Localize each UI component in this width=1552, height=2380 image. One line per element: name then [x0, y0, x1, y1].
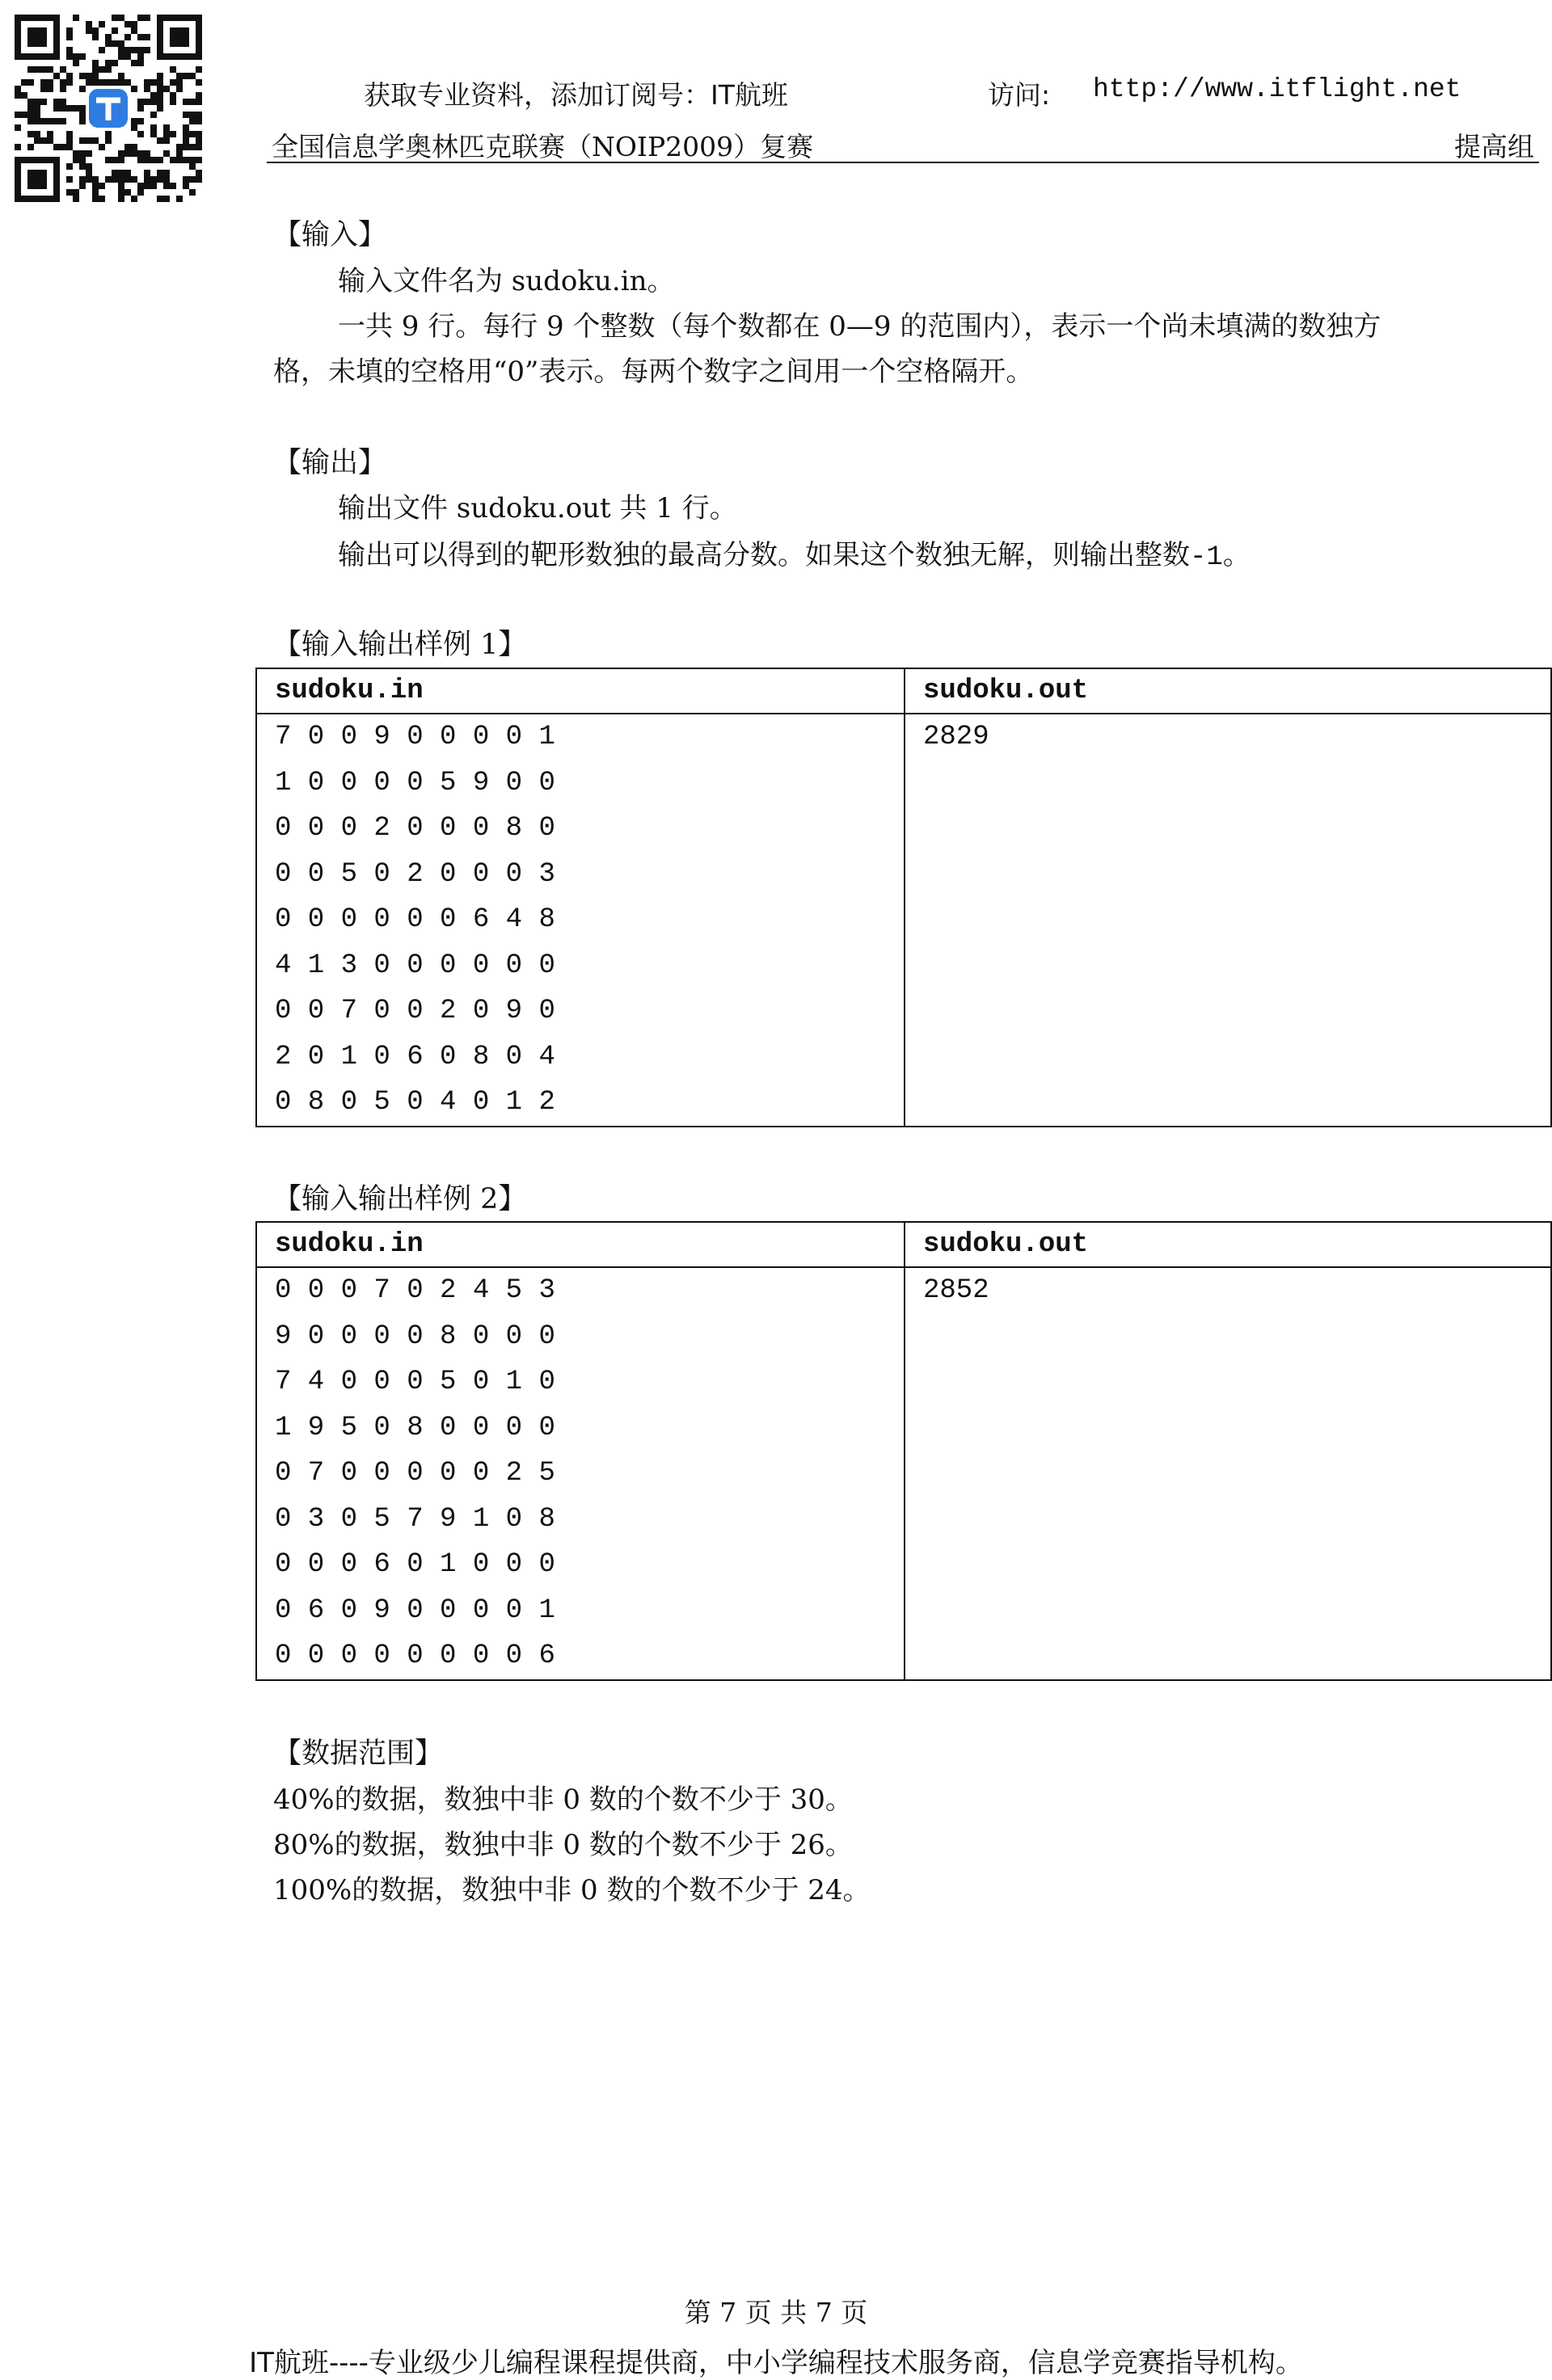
- sample2-row: 0 0 0 7 0 2 4 5 3: [275, 1275, 555, 1306]
- output-line-2-end: 。: [1222, 539, 1250, 571]
- sample1-row: 0 0 5 0 2 0 0 0 3: [275, 858, 555, 890]
- input-line-2: 一共 9 行。每行 9 个整数（每个数都在 0—9 的范围内），表示一个尚未填满的数独方: [338, 310, 1381, 343]
- page-header-title: 全国信息学奥林匹克联赛（NOIP2009）复赛: [272, 131, 814, 162]
- sample1-table: [255, 668, 1552, 1127]
- sample2-row: 1 9 5 0 8 0 0 0 0: [275, 1412, 555, 1443]
- output-line-2: [338, 533, 1250, 573]
- promo-url-link[interactable]: http://www.itflight.net: [1093, 74, 1461, 104]
- range-line-1: 40%的数据，数独中非 0 数的个数不少于 30。: [273, 1784, 853, 1816]
- sample1-row: 2 0 1 0 6 0 8 0 4: [275, 1041, 555, 1072]
- input-section-title: 【输入】: [273, 219, 387, 251]
- range-line-3: 100%的数据，数独中非 0 数的个数不少于 24。: [273, 1874, 871, 1906]
- sample1-row: 0 8 0 5 0 4 0 1 2: [275, 1087, 555, 1118]
- sample1-header-out: sudoku.out: [905, 668, 1551, 714]
- sample1-input-cell: [256, 714, 905, 1127]
- promo-subscribe-text: 获取专业资料，添加订阅号：IT航班: [364, 79, 788, 111]
- input-line-3: 格，未填的空格用“0”表示。每两个数字之间用一个空格隔开。: [273, 356, 1034, 388]
- sample2-title: 【输入输出样例 2】: [273, 1183, 527, 1215]
- sample2-header-in: sudoku.in: [256, 1222, 905, 1267]
- sample1-row: 0 0 0 2 0 0 0 8 0: [275, 813, 555, 844]
- sample1-row: 0 0 7 0 0 2 0 9 0: [275, 996, 555, 1026]
- sample1-output-value: 2829: [923, 722, 989, 752]
- range-section-title: 【数据范围】: [273, 1738, 444, 1770]
- output-line-2-code: -1: [1190, 542, 1223, 573]
- promo-visit-label: 访问:: [988, 79, 1051, 111]
- output-line-2-text: 输出可以得到的靶形数独的最高分数。如果这个数独无解，则输出整数: [338, 539, 1190, 571]
- sample2-row: 0 6 0 9 0 0 0 0 1: [275, 1594, 555, 1626]
- sample2-row: 0 0 0 6 0 1 0 0 0: [275, 1549, 555, 1580]
- page-number: 第 7 页 共 7 页: [684, 2297, 868, 2328]
- output-line-1: 输出文件 sudoku.out 共 1 行。: [338, 492, 737, 524]
- qr-code-image: [15, 15, 202, 202]
- sample2-row: 0 7 0 0 0 0 0 2 5: [275, 1458, 555, 1489]
- qr-code: [15, 15, 202, 202]
- sample2-row: 0 3 0 5 7 9 1 0 8: [275, 1503, 555, 1535]
- footer-promo-text: IT航班----专业级少儿编程课程提供商，中小学编程技术服务商，信息学竞赛指导机构。: [249, 2347, 1303, 2379]
- sample1-output-cell: [905, 714, 1551, 1127]
- sample2-row: 7 4 0 0 0 5 0 1 0: [275, 1367, 555, 1397]
- sample2-table: [255, 1221, 1552, 1681]
- sample2-row: 9 0 0 0 0 8 0 0 0: [275, 1321, 555, 1352]
- sample1-row: 0 0 0 0 0 0 6 4 8: [275, 904, 555, 935]
- page-header-group: 提高组: [1454, 131, 1534, 162]
- range-line-2: 80%的数据，数独中非 0 数的个数不少于 26。: [273, 1829, 853, 1861]
- output-section-title: 【输出】: [273, 447, 387, 479]
- sample1-title: 【输入输出样例 1】: [273, 629, 527, 661]
- sample1-row: 7 0 0 9 0 0 0 0 1: [275, 722, 555, 752]
- sample2-output-value: 2852: [923, 1275, 989, 1306]
- sample2-input-cell: [256, 1267, 905, 1680]
- sample2-output-cell: [905, 1267, 1551, 1680]
- sample1-row: 1 0 0 0 0 5 9 0 0: [275, 767, 555, 798]
- sample1-header-in: sudoku.in: [256, 668, 905, 714]
- sample2-row: 0 0 0 0 0 0 0 0 6: [275, 1641, 555, 1671]
- input-line-1: 输入文件名为 sudoku.in。: [338, 265, 675, 297]
- sample1-row: 4 1 3 0 0 0 0 0 0: [275, 950, 555, 981]
- header-divider: [267, 162, 1539, 163]
- sample2-header-out: sudoku.out: [905, 1222, 1551, 1267]
